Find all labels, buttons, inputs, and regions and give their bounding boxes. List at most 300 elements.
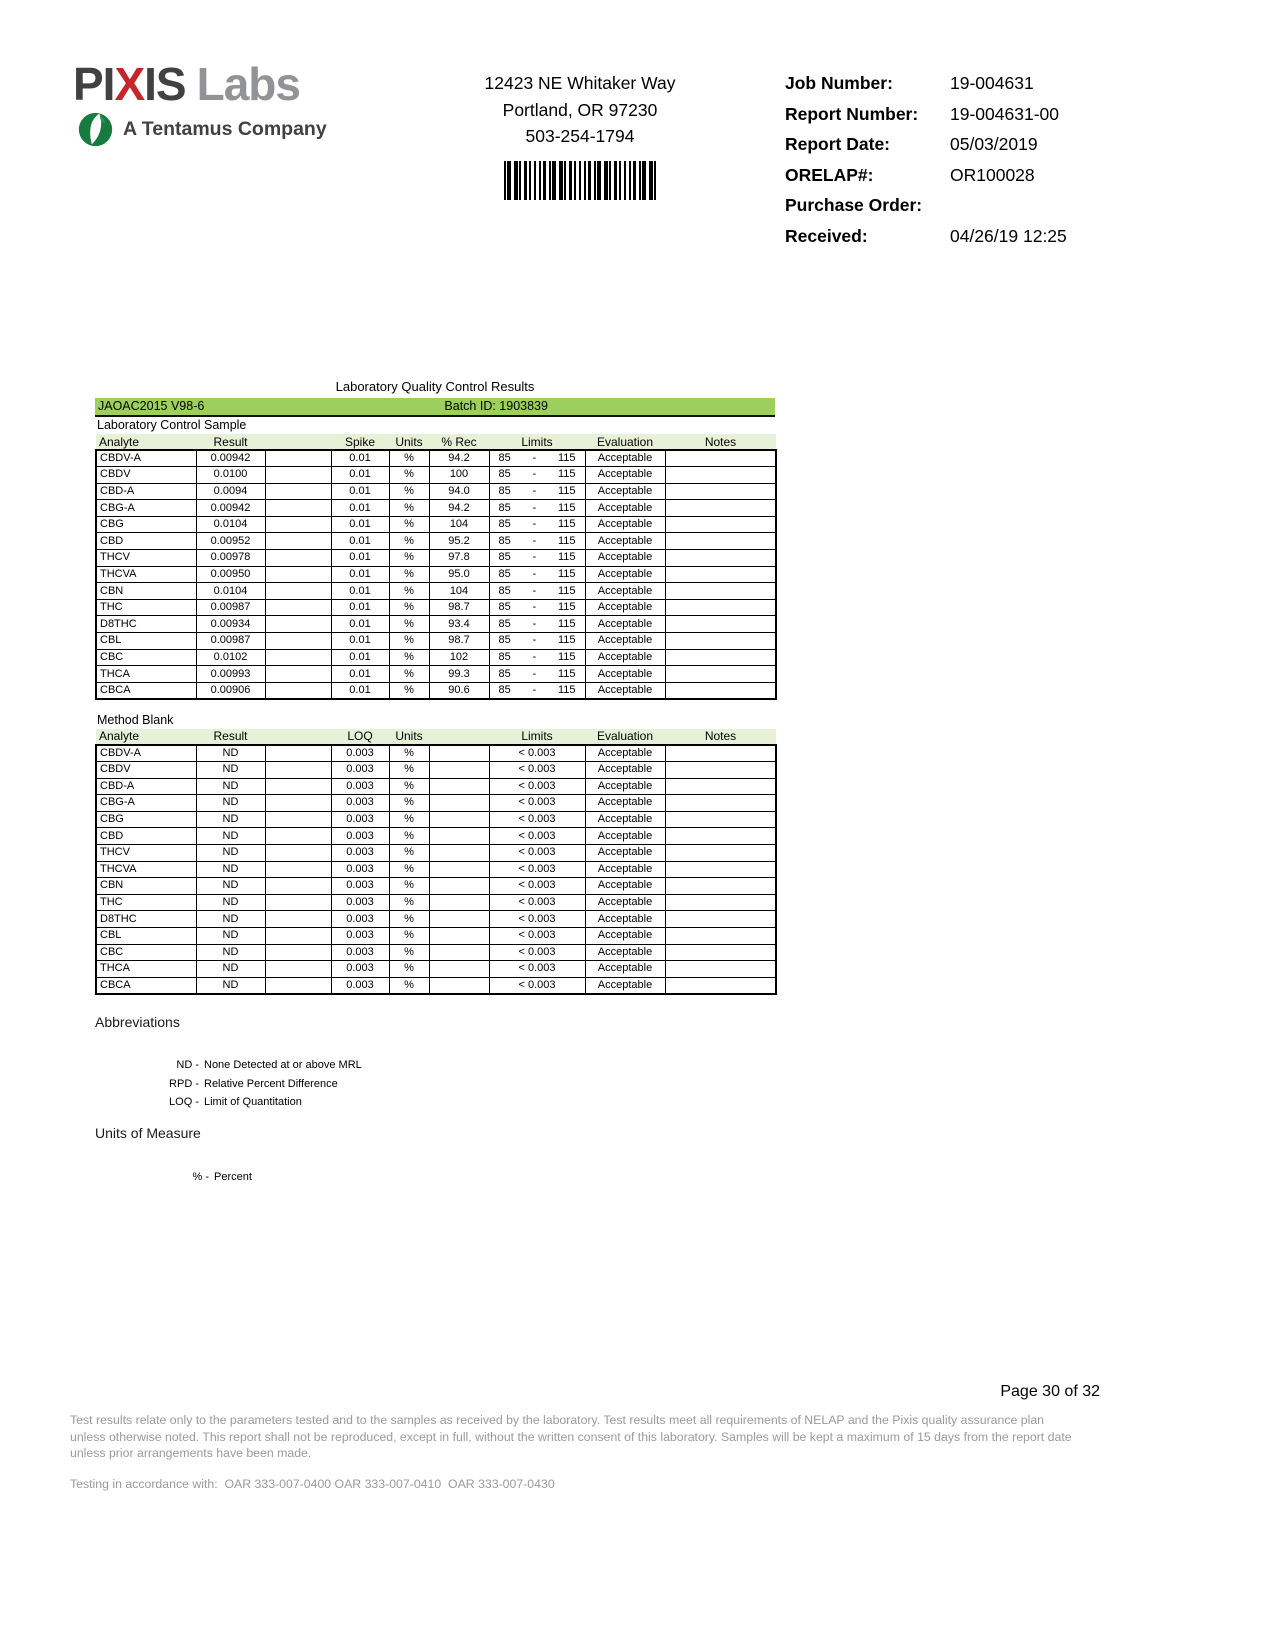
cell-limit: < 0.003 — [489, 762, 585, 779]
cell-rec — [429, 828, 489, 845]
mb-row — [96, 894, 776, 911]
limit-high: 115 — [557, 617, 576, 630]
lcs-row — [96, 450, 776, 467]
limit-high: 115 — [557, 501, 576, 514]
cell-notes — [665, 844, 776, 861]
cell-rec — [429, 811, 489, 828]
info-label: ORELAP#: — [785, 164, 874, 185]
mb-row — [96, 795, 776, 812]
cell-analyte: CBC — [96, 649, 196, 666]
page-number: Page 30 of 32 — [1000, 1383, 1100, 1400]
col-header-loq: LOQ — [331, 729, 389, 745]
col-header-limits: Limits — [489, 729, 585, 745]
barcode — [504, 161, 656, 200]
col-header-rec — [429, 729, 489, 745]
cell-rec: 100 — [429, 467, 489, 484]
mb-row — [96, 977, 776, 994]
cell-rec — [429, 861, 489, 878]
cell-loq: 0.003 — [331, 844, 389, 861]
cell-analyte: CBG-A — [96, 500, 196, 517]
cell-units: % — [389, 911, 429, 928]
cell-rec: 94.2 — [429, 500, 489, 517]
cell-blank — [265, 778, 331, 795]
cell-spike: 0.01 — [331, 533, 389, 550]
info-row — [785, 160, 1067, 191]
cell-spike: 0.01 — [331, 649, 389, 666]
cell-rec: 102 — [429, 649, 489, 666]
cell-evaluation: Acceptable — [585, 894, 665, 911]
method-bar — [95, 398, 775, 417]
cell-spike: 0.01 — [331, 583, 389, 600]
cell-rec — [429, 911, 489, 928]
unit-key: % - — [192, 1171, 209, 1183]
limit-low: 85 — [498, 617, 511, 630]
cell-blank — [265, 550, 331, 567]
cell-notes — [665, 483, 776, 500]
col-header-spike: Spike — [331, 434, 389, 450]
cell-result: ND — [196, 944, 265, 961]
cell-notes — [665, 666, 776, 683]
cell-units: % — [389, 483, 429, 500]
cell-units: % — [389, 878, 429, 895]
cell-notes — [665, 894, 776, 911]
cell-analyte: CBDV-A — [96, 745, 196, 762]
cell-analyte: THCVA — [96, 861, 196, 878]
info-row — [785, 190, 1067, 221]
cell-blank — [265, 616, 331, 633]
abbreviations-title: Abbreviations — [95, 1014, 180, 1030]
cell-loq: 0.003 — [331, 828, 389, 845]
cell-limits — [489, 500, 585, 517]
cell-result: ND — [196, 977, 265, 994]
cell-rec: 93.4 — [429, 616, 489, 633]
cell-blank — [265, 844, 331, 861]
abbreviation-item — [157, 1093, 362, 1112]
cell-analyte: CBCA — [96, 682, 196, 699]
cell-notes — [665, 927, 776, 944]
cell-evaluation: Acceptable — [585, 533, 665, 550]
cell-limits — [489, 516, 585, 533]
cell-result: 0.0094 — [196, 483, 265, 500]
limit-low: 85 — [498, 667, 511, 680]
lcs-row — [96, 467, 776, 484]
cell-evaluation: Acceptable — [585, 961, 665, 978]
cell-blank — [265, 516, 331, 533]
cell-spike: 0.01 — [331, 666, 389, 683]
cell-spike: 0.01 — [331, 566, 389, 583]
cell-rec: 94.2 — [429, 450, 489, 467]
col-header-limits: Limits — [489, 434, 585, 450]
unit-item — [167, 1168, 252, 1187]
cell-limits — [489, 633, 585, 650]
limit-separator: - — [532, 468, 537, 481]
lcs-row — [96, 666, 776, 683]
cell-limit: < 0.003 — [489, 961, 585, 978]
abbreviation-item — [157, 1075, 362, 1094]
limit-high: 115 — [557, 601, 576, 614]
cell-units: % — [389, 745, 429, 762]
cell-notes — [665, 566, 776, 583]
unit-text: Percent — [214, 1171, 252, 1183]
cell-spike: 0.01 — [331, 682, 389, 699]
lcs-row — [96, 516, 776, 533]
cell-limit: < 0.003 — [489, 861, 585, 878]
cell-analyte: CBN — [96, 878, 196, 895]
cell-blank — [265, 878, 331, 895]
abbreviation-text: None Detected at or above MRL — [204, 1059, 362, 1071]
logo-wordmark — [73, 60, 327, 108]
footer-accordance: Testing in accordance with: OAR 333-007-0400 OAR 333-007-0410 OAR 333-007-0430 — [70, 1477, 555, 1491]
cell-evaluation: Acceptable — [585, 500, 665, 517]
limit-high: 115 — [557, 468, 576, 481]
cell-result: 0.0104 — [196, 583, 265, 600]
cell-evaluation: Acceptable — [585, 450, 665, 467]
cell-units: % — [389, 894, 429, 911]
cell-notes — [665, 977, 776, 994]
limit-separator: - — [532, 584, 537, 597]
cell-limit: < 0.003 — [489, 977, 585, 994]
cell-units: % — [389, 500, 429, 517]
abbreviations-section — [95, 1014, 362, 1112]
cell-blank — [265, 682, 331, 699]
limit-separator: - — [532, 650, 537, 663]
cell-evaluation: Acceptable — [585, 599, 665, 616]
cell-result: 0.00942 — [196, 450, 265, 467]
cell-blank — [265, 745, 331, 762]
cell-limits — [489, 583, 585, 600]
cell-notes — [665, 944, 776, 961]
cell-limit: < 0.003 — [489, 911, 585, 928]
limit-separator: - — [532, 601, 537, 614]
cell-units: % — [389, 633, 429, 650]
info-row — [785, 129, 1067, 160]
limit-low: 85 — [498, 634, 511, 647]
tentamus-leaf-icon — [77, 111, 114, 148]
cell-evaluation: Acceptable — [585, 778, 665, 795]
cell-notes — [665, 633, 776, 650]
cell-blank — [265, 599, 331, 616]
cell-rec: 104 — [429, 583, 489, 600]
cell-units: % — [389, 682, 429, 699]
cell-evaluation: Acceptable — [585, 649, 665, 666]
cell-result: 0.0104 — [196, 516, 265, 533]
cell-blank — [265, 961, 331, 978]
cell-limit: < 0.003 — [489, 795, 585, 812]
method-blank-section — [95, 712, 775, 995]
info-value: 05/03/2019 — [950, 134, 1038, 154]
cell-notes — [665, 500, 776, 517]
cell-loq: 0.003 — [331, 778, 389, 795]
cell-blank — [265, 666, 331, 683]
lcs-header-row — [96, 434, 776, 450]
limit-separator: - — [532, 683, 537, 696]
limit-separator: - — [532, 567, 537, 580]
info-value: 19-004631-00 — [950, 103, 1059, 124]
cell-loq: 0.003 — [331, 944, 389, 961]
cell-units: % — [389, 762, 429, 779]
cell-limits — [489, 550, 585, 567]
mb-row — [96, 961, 776, 978]
cell-analyte: CBC — [96, 944, 196, 961]
cell-blank — [265, 828, 331, 845]
cell-units: % — [389, 828, 429, 845]
col-header-evaluation: Evaluation — [585, 729, 665, 745]
abbreviation-key: LOQ - — [169, 1096, 199, 1108]
cell-result: 0.00993 — [196, 666, 265, 683]
col-header-rec: % Rec — [429, 434, 489, 450]
address-line: Portland, OR 97230 — [502, 99, 658, 120]
lcs-row — [96, 483, 776, 500]
limit-high: 115 — [557, 484, 576, 497]
cell-evaluation: Acceptable — [585, 616, 665, 633]
lcs-table — [95, 434, 777, 700]
address-line: 12423 NE Whitaker Way — [484, 73, 676, 93]
cell-blank — [265, 977, 331, 994]
cell-result: ND — [196, 844, 265, 861]
cell-notes — [665, 745, 776, 762]
cell-units: % — [389, 450, 429, 467]
cell-evaluation: Acceptable — [585, 483, 665, 500]
logo-text-labs: Labs — [196, 58, 300, 110]
cell-evaluation: Acceptable — [585, 828, 665, 845]
cell-rec: 99.3 — [429, 666, 489, 683]
cell-limit: < 0.003 — [489, 894, 585, 911]
cell-notes — [665, 911, 776, 928]
cell-rec: 97.8 — [429, 550, 489, 567]
cell-blank — [265, 795, 331, 812]
cell-evaluation: Acceptable — [585, 467, 665, 484]
cell-evaluation: Acceptable — [585, 878, 665, 895]
cell-rec — [429, 762, 489, 779]
cell-notes — [665, 533, 776, 550]
limit-low: 85 — [498, 567, 511, 580]
cell-blank — [265, 500, 331, 517]
limit-high: 115 — [557, 634, 576, 647]
lcs-row — [96, 649, 776, 666]
cell-loq: 0.003 — [331, 961, 389, 978]
cell-blank — [265, 911, 331, 928]
cell-analyte: CBDV — [96, 762, 196, 779]
limit-low: 85 — [498, 650, 511, 663]
cell-rec — [429, 844, 489, 861]
cell-spike: 0.01 — [331, 616, 389, 633]
col-header-analyte: Analyte — [96, 729, 196, 745]
cell-evaluation: Acceptable — [585, 516, 665, 533]
cell-blank — [265, 762, 331, 779]
cell-spike: 0.01 — [331, 599, 389, 616]
cell-units: % — [389, 795, 429, 812]
cell-rec: 90.6 — [429, 682, 489, 699]
info-label: Report Number: — [785, 103, 919, 124]
mb-row — [96, 861, 776, 878]
cell-rec: 104 — [429, 516, 489, 533]
cell-analyte: THC — [96, 894, 196, 911]
cell-rec: 94.0 — [429, 483, 489, 500]
limit-separator: - — [532, 534, 537, 547]
cell-rec: 98.7 — [429, 633, 489, 650]
cell-analyte: CBDV-A — [96, 450, 196, 467]
col-header-blank — [265, 434, 331, 450]
cell-limit: < 0.003 — [489, 828, 585, 845]
cell-analyte: CBCA — [96, 977, 196, 994]
cell-blank — [265, 894, 331, 911]
col-header-analyte: Analyte — [96, 434, 196, 450]
cell-result: ND — [196, 861, 265, 878]
cell-rec — [429, 977, 489, 994]
cell-loq: 0.003 — [331, 811, 389, 828]
cell-notes — [665, 878, 776, 895]
limit-separator: - — [532, 501, 537, 514]
lcs-row — [96, 566, 776, 583]
cell-analyte: D8THC — [96, 911, 196, 928]
cell-loq: 0.003 — [331, 878, 389, 895]
cell-evaluation: Acceptable — [585, 861, 665, 878]
mb-header-row — [96, 729, 776, 745]
cell-blank — [265, 811, 331, 828]
cell-analyte: CBN — [96, 583, 196, 600]
cell-spike: 0.01 — [331, 500, 389, 517]
mb-row — [96, 762, 776, 779]
cell-limits — [489, 616, 585, 633]
cell-limits — [489, 649, 585, 666]
info-row — [785, 221, 1067, 252]
limit-separator: - — [532, 617, 537, 630]
cell-blank — [265, 649, 331, 666]
cell-evaluation: Acceptable — [585, 550, 665, 567]
abbreviation-text: Relative Percent Difference — [204, 1077, 338, 1090]
cell-rec — [429, 961, 489, 978]
limit-high: 115 — [557, 452, 576, 465]
limit-high: 115 — [557, 567, 576, 580]
limit-high: 115 — [557, 584, 576, 597]
cell-rec — [429, 878, 489, 895]
info-label: Job Number: — [785, 73, 893, 93]
cell-rec: 95.0 — [429, 566, 489, 583]
cell-result: ND — [196, 894, 265, 911]
cell-evaluation: Acceptable — [585, 666, 665, 683]
cell-loq: 0.003 — [331, 861, 389, 878]
limit-low: 85 — [498, 468, 511, 481]
cell-analyte: THCA — [96, 666, 196, 683]
mb-row — [96, 911, 776, 928]
cell-units: % — [389, 616, 429, 633]
cell-evaluation: Acceptable — [585, 944, 665, 961]
cell-notes — [665, 682, 776, 699]
cell-spike: 0.01 — [331, 516, 389, 533]
cell-result: 0.0100 — [196, 467, 265, 484]
info-label: Report Date: — [785, 134, 891, 154]
cell-evaluation: Acceptable — [585, 762, 665, 779]
col-header-result: Result — [196, 434, 265, 450]
cell-spike: 0.01 — [331, 467, 389, 484]
cell-analyte: CBG — [96, 516, 196, 533]
limit-low: 85 — [498, 601, 511, 614]
limit-high: 115 — [557, 667, 576, 680]
cell-analyte: THCA — [96, 961, 196, 978]
limit-low: 85 — [498, 534, 511, 547]
cell-limit: < 0.003 — [489, 811, 585, 828]
cell-result: ND — [196, 811, 265, 828]
footer-disclaimer: Test results relate only to the parameters tested and to the samples as received by the laboratory. Test results meet all requirements of NELAP and the Pixis quality assurance plan unless otherwise noted. This report shall not be reproduced, except in full, without the written consent of this laboratory. Samples will be kept a maximum of 15 days from the report date unless prior arrangements have been made. — [70, 1413, 1072, 1460]
cell-rec — [429, 944, 489, 961]
lcs-row — [96, 533, 776, 550]
cell-blank — [265, 633, 331, 650]
cell-rec — [429, 927, 489, 944]
cell-limits — [489, 566, 585, 583]
cell-blank — [265, 483, 331, 500]
cell-notes — [665, 550, 776, 567]
limit-low: 85 — [498, 484, 511, 497]
cell-evaluation: Acceptable — [585, 583, 665, 600]
cell-result: 0.00987 — [196, 633, 265, 650]
limit-low: 85 — [498, 551, 511, 564]
cell-analyte: THCVA — [96, 566, 196, 583]
cell-notes — [665, 516, 776, 533]
limit-separator: - — [532, 551, 537, 564]
cell-units: % — [389, 467, 429, 484]
col-header-units: Units — [389, 729, 429, 745]
col-header-evaluation: Evaluation — [585, 434, 665, 450]
cell-notes — [665, 583, 776, 600]
cell-analyte: CBG-A — [96, 795, 196, 812]
limit-low: 85 — [498, 683, 511, 696]
lcs-row — [96, 500, 776, 517]
cell-units: % — [389, 516, 429, 533]
info-label: Purchase Order: — [785, 195, 923, 215]
cell-notes — [665, 861, 776, 878]
cell-limits — [489, 467, 585, 484]
cell-result: 0.00934 — [196, 616, 265, 633]
cell-limit: < 0.003 — [489, 927, 585, 944]
limit-low: 85 — [498, 518, 511, 531]
cell-result: 0.00987 — [196, 599, 265, 616]
cell-spike: 0.01 — [331, 483, 389, 500]
mb-row — [96, 811, 776, 828]
address-line: 503-254-1794 — [525, 126, 635, 146]
cell-units: % — [389, 599, 429, 616]
units-of-measure-title: Units of Measure — [95, 1125, 201, 1141]
cell-result: 0.00950 — [196, 566, 265, 583]
cell-units: % — [389, 666, 429, 683]
lcs-row — [96, 633, 776, 650]
info-value: 04/26/19 12:25 — [950, 225, 1067, 246]
cell-loq: 0.003 — [331, 795, 389, 812]
abbreviation-key: RPD - — [169, 1077, 199, 1090]
cell-units: % — [389, 861, 429, 878]
cell-limit: < 0.003 — [489, 878, 585, 895]
cell-result: ND — [196, 927, 265, 944]
cell-notes — [665, 467, 776, 484]
cell-notes — [665, 762, 776, 779]
cell-units: % — [389, 977, 429, 994]
cell-result: ND — [196, 828, 265, 845]
cell-units: % — [389, 944, 429, 961]
cell-result: ND — [196, 795, 265, 812]
cell-units: % — [389, 649, 429, 666]
limit-high: 115 — [557, 534, 576, 547]
cell-rec: 95.2 — [429, 533, 489, 550]
info-row — [785, 68, 1067, 99]
limit-high: 115 — [557, 518, 576, 531]
cell-loq: 0.003 — [331, 894, 389, 911]
limit-high: 115 — [557, 650, 576, 663]
cell-blank — [265, 944, 331, 961]
cell-rec — [429, 795, 489, 812]
cell-limit: < 0.003 — [489, 745, 585, 762]
cell-result: ND — [196, 878, 265, 895]
cell-notes — [665, 778, 776, 795]
abbreviation-item — [157, 1056, 362, 1075]
